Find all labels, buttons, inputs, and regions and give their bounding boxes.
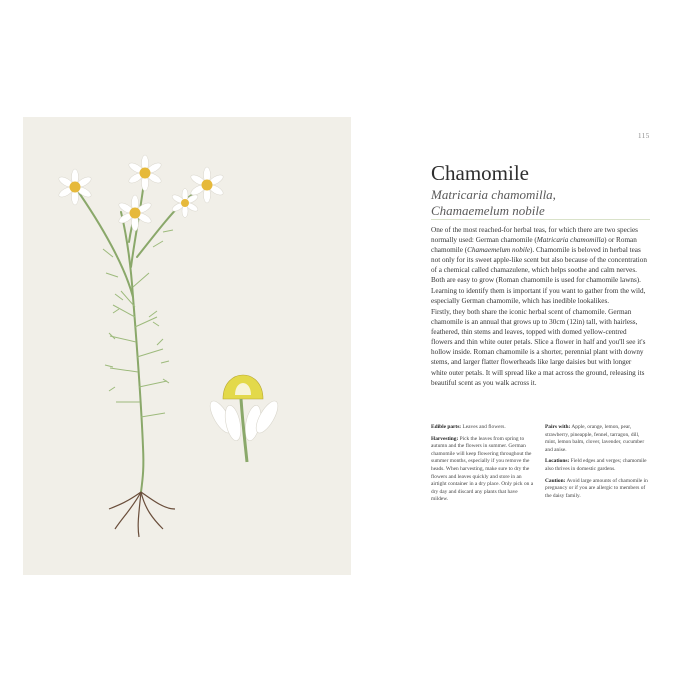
intro-latin-roman: Chamaemelum nobile (467, 246, 531, 255)
fact-edible-parts: Edible parts: Leaves and flowers. (431, 424, 506, 430)
identification-text: Firstly, they both share the iconic herbal scent of chamomile. German chamomile is an annual that grows up to 30cm (12in) tall, with hairless, feathered, thin stems and leaves, topped with domed yellow-centred flowers and thin white outer petals. Slice a flower in half and you'll see it's hollow inside. Roman chamomile is a shorter, perennial plant with downy stems, and larger flatter flowerheads like large daisies but with longer white outer petals. It will spread like a mat across the ground, releasing its beautiful scent as you walk across it. (431, 308, 646, 387)
latin-name-line-1: Matricaria chamomilla, (431, 187, 556, 202)
page-number: 115 (638, 132, 650, 140)
flower-heads (57, 155, 224, 231)
fact-locations: Locations: Field edges and verges; chamomile also thrives in domestic gardens. (545, 458, 647, 472)
intro-text-a: One of the most reached-for herbal teas, for which there are two species normally used: German chamomile ( (431, 226, 638, 245)
identification-paragraph (431, 307, 649, 396)
latin-name-line-2: Chamaemelum nobile (431, 203, 545, 218)
latin-name (431, 187, 556, 219)
facts-column-left (431, 424, 535, 508)
page-title: Chamomile (431, 161, 529, 185)
intro-paragraph (431, 225, 649, 314)
intro-text-e: ). Chamomile is beloved in herbal teas not only for its sweet apple-like scent but also because of the concentration of a chemical called chamazulene, which helps soothe and calm nerves. Both are easy to grow (Roman chamomile is used for chamomile lawns). Learning to identify them is important if you want to gather from the wild, especially German chamomile, which has inedible lookalikes. (431, 246, 647, 305)
fact-pairs-with: Pairs with: Apple, orange, lemon, pear, strawberry, pineapple, fennel, tarragon, dill, mint, lemon balm, clover, lavender, cucumber and anise. (545, 424, 645, 453)
flower-cross-section (206, 375, 282, 462)
chamomile-illustration (23, 117, 351, 575)
intro-text-c: ) or Roman chamomile ( (431, 236, 637, 255)
fact-caution: Caution: Avoid large amounts of chamomile in pregnancy or if you are allergic to members of the daisy family. (545, 477, 648, 499)
fact-harvesting: Harvesting: Pick the leaves from spring to autumn and the flowers in summer. German chamomile will keep flowering throughout the summer months, especially if you remove the heads. When harvesting, make sure to dry the flowers and leaves quickly and store in an airtight container in a dry place. Only pick on a dry day and discard any plants that have mildew. (431, 435, 534, 503)
chamomile-plant-drawing (23, 117, 351, 575)
intro-latin-german: Matricaria chamomilla (536, 236, 605, 245)
title-divider (431, 219, 650, 220)
facts-column-right (545, 424, 649, 504)
